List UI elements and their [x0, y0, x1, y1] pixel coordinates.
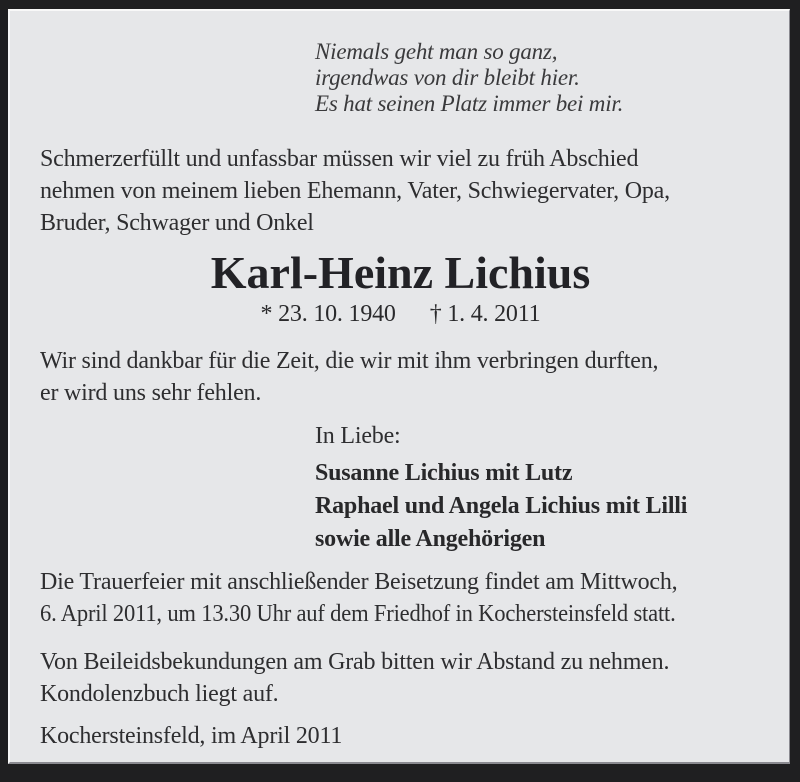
- birth-date: * 23. 10. 1940: [260, 301, 396, 327]
- funeral-line: Die Trauerfeier mit anschließender Beisetzung findet am Mittwoch,: [40, 569, 678, 595]
- funeral-details: [40, 566, 761, 630]
- mourner-line: Susanne Lichius mit Lutz: [315, 460, 573, 486]
- condolence-line: Kondolenzbuch liegt auf.: [40, 681, 279, 707]
- intro-line: nehmen von meinem lieben Ehemann, Vater, Schwiegervater, Opa,: [40, 178, 670, 204]
- death-date: † 1. 4. 2011: [429, 301, 541, 327]
- deceased-name: Karl-Heinz Lichius: [210, 247, 591, 298]
- intro-line: Bruder, Schwager und Onkel: [40, 210, 314, 236]
- intro-line: Schmerzerfüllt und unfassbar müssen wir viel zu früh Abschied: [40, 146, 639, 172]
- condolence-line: Von Beileidsbekundungen am Grab bitten wir Abstand zu nehmen.: [40, 649, 670, 675]
- epigraph-line: Niemals geht man so ganz,: [315, 39, 558, 64]
- mourner-line: Raphael und Angela Lichius mit Lilli: [315, 493, 688, 519]
- epigraph-line: irgendwas von dir bleibt hier.: [315, 65, 580, 90]
- epigraph: [315, 39, 761, 117]
- condolence-note: [40, 646, 761, 710]
- gratitude-line: er wird uns sehr fehlen.: [40, 380, 262, 406]
- epigraph-line: Es hat seinen Platz immer bei mir.: [315, 91, 624, 116]
- intro-paragraph: [40, 143, 761, 239]
- life-dates: [40, 299, 761, 329]
- mourners-list: [315, 457, 761, 556]
- mourner-line: sowie alle Angehörigen: [315, 526, 546, 552]
- place-date-line: Kochersteinsfeld, im April 2011: [40, 723, 343, 749]
- funeral-line: 6. April 2011, um 13.30 Uhr auf dem Friedhof in Kochersteinsfeld statt.: [40, 601, 676, 627]
- gratitude-line: Wir sind dankbar für die Zeit, die wir mit ihm verbringen durften,: [40, 348, 659, 374]
- gratitude-paragraph: [40, 345, 761, 409]
- obituary-card: [8, 9, 790, 764]
- closing-label: In Liebe:: [315, 423, 401, 449]
